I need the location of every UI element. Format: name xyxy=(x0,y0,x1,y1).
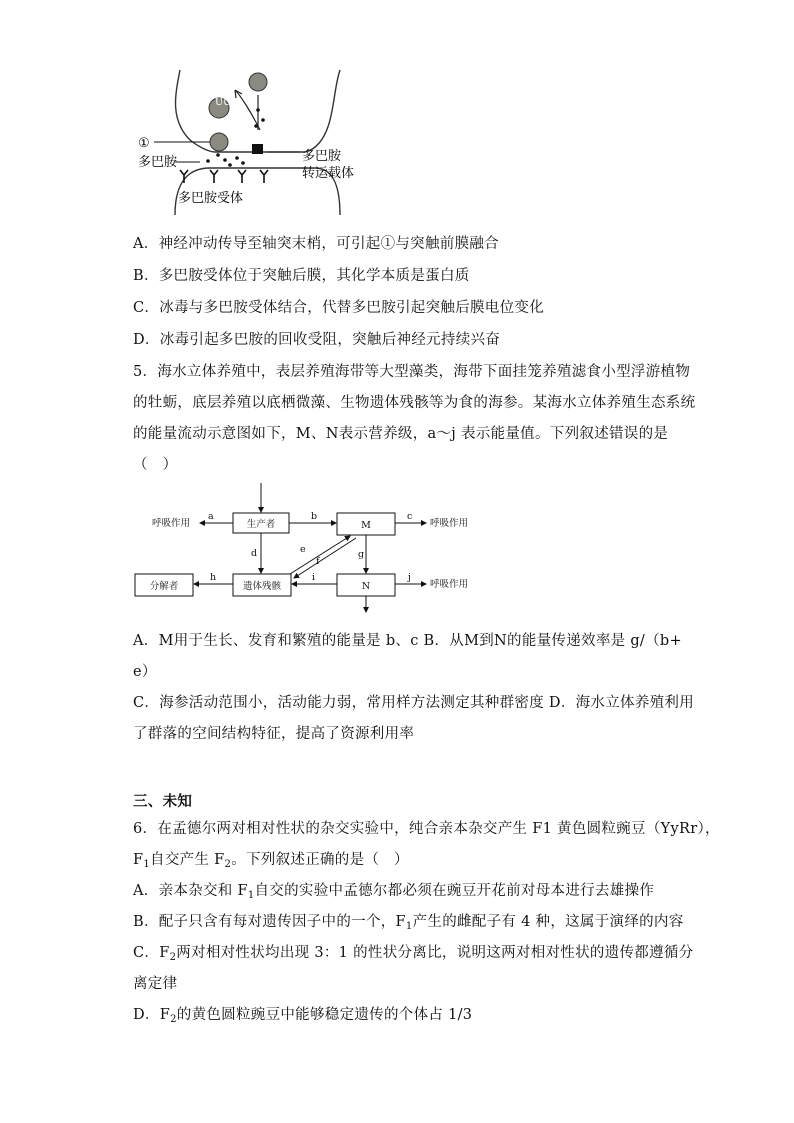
svg-text:M: M xyxy=(361,520,371,531)
q5-option-line: e） xyxy=(133,664,157,680)
svg-text:e: e xyxy=(300,544,306,555)
q5-option-line: A．M用于生长、发育和繁殖的能量是 b、c B．从M到N的能量传递效率是 g/（b+ xyxy=(133,633,682,649)
svg-text:分解者: 分解者 xyxy=(149,581,179,592)
q4-option-c: C．冰毒与多巴胺受体结合，代替多巴胺引起突触后膜电位变化 xyxy=(133,300,544,316)
svg-text:c: c xyxy=(407,511,413,522)
respiration-label: 呼吸作用 xyxy=(152,518,191,529)
label-transporter-2: 转运载体 xyxy=(302,166,355,181)
q6-option-c-cont: 离定律 xyxy=(133,976,178,992)
energy-flow-diagram xyxy=(130,480,490,615)
q6-stem-line2: $F_1$自交产生 $F_2$。下列叙述正确的是（ ） xyxy=(133,852,409,870)
label-dopamine: 多巴胺 xyxy=(138,155,178,170)
svg-text:f: f xyxy=(316,556,320,567)
q6-option-b: B．配子只含有每对遗传因子中的一个，$F_1$产生的雌配子有 4 种，这属于演绎的内容 xyxy=(133,914,684,932)
q4-option-a: A．神经冲动传导至轴突末梢，可引起①与突触前膜融合 xyxy=(133,236,499,252)
svg-text:g: g xyxy=(358,549,365,560)
q5-option-line: C．海参活动范围小，活动能力弱，常用样方法测定其种群密度 D．海水立体养殖利用 xyxy=(133,695,695,711)
label-receptor: 多巴胺受体 xyxy=(178,191,244,206)
svg-text:遗体残骸: 遗体残骸 xyxy=(242,581,282,592)
svg-text:d: d xyxy=(251,548,258,559)
q5-stem-line: 的能量流动示意图如下，M、N表示营养级，a～j 表示能量值。下列叙述错误的是 xyxy=(133,426,669,442)
respiration-label: 呼吸作用 xyxy=(430,579,469,590)
svg-text:h: h xyxy=(210,572,217,583)
svg-text:生产者: 生产者 xyxy=(246,519,276,530)
q5-option-line: 了群落的空间结构特征，提高了资源利用率 xyxy=(133,726,415,742)
q6-stem-line1: 6．在孟德尔两对相对性状的杂交实验中，纯合亲本杂交产生 F1 黄色圆粒豌豆（YyRr）， xyxy=(133,821,720,837)
section-title: 三、未知 xyxy=(133,793,193,810)
q5-stem-line: （ ） xyxy=(133,457,178,473)
label-circle-1: ① xyxy=(138,136,150,151)
vesicle-icon xyxy=(249,73,267,91)
q5-stem-line: 5．海水立体养殖中，表层养殖海带等大型藻类，海带下面挂笼养殖滤食小型浮游植物 xyxy=(133,364,691,380)
svg-text:a: a xyxy=(208,511,214,522)
respiration-label: 呼吸作用 xyxy=(430,518,469,529)
svg-text:UU: UU xyxy=(215,97,232,108)
svg-text:i: i xyxy=(312,572,316,583)
vesicle-icon xyxy=(210,133,228,151)
svg-text:N: N xyxy=(361,581,371,592)
q5-stem-line: 的牡蛎，底层养殖以底栖微藻、生物遗体残骸等为食的海参。某海水立体养殖生态系统 xyxy=(133,395,696,411)
svg-text:b: b xyxy=(311,511,318,522)
dopamine-transporter-icon xyxy=(252,144,263,154)
svg-text:j: j xyxy=(408,572,411,583)
q6-option-c: C．$F_2$两对相对性状均出现 3：1 的性状分离比，说明这两对相对性状的遗传都遵循分 xyxy=(133,945,694,963)
synapse-figure xyxy=(130,60,370,220)
q6-option-a: A．亲本杂交和 $F_1$自交的实验中孟德尔都必须在豌豆开花前对母本进行去雄操作 xyxy=(133,883,655,901)
q4-option-d: D．冰毒引起多巴胺的回收受阻，突触后神经元持续兴奋 xyxy=(133,332,501,348)
q4-option-b: B．多巴胺受体位于突触后膜，其化学本质是蛋白质 xyxy=(133,268,470,284)
label-transporter-1: 多巴胺 xyxy=(302,149,342,164)
q6-option-d: D．$F_2$的黄色圆粒豌豆中能够稳定遗传的个体占 1/3 xyxy=(133,1007,473,1025)
